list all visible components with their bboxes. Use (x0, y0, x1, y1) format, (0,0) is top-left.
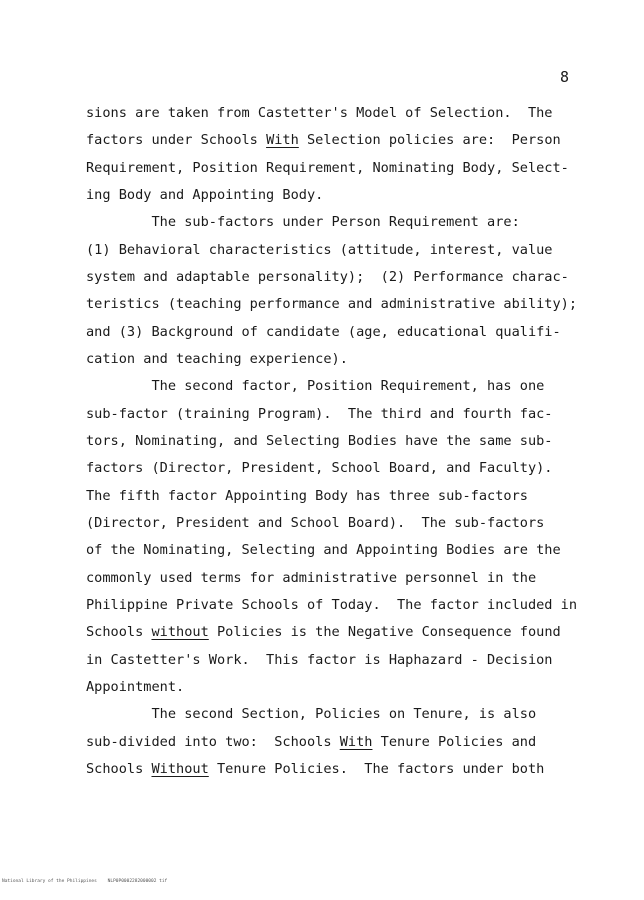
text-segment: teristics (teaching performance and administrative ability); (86, 296, 578, 313)
text-segment: Tenure Policies. The factors under both (208, 760, 545, 777)
text-line (86, 319, 606, 346)
text-line (86, 647, 606, 674)
text-segment: sub-divided into two: Schools (86, 733, 340, 750)
text-line (86, 483, 606, 510)
text-segment: Schools (86, 624, 152, 641)
text-line (86, 182, 606, 209)
text-line (86, 237, 606, 264)
text-line (86, 264, 606, 291)
text-segment: The fifth factor Appointing Body has three sub-factors (86, 487, 528, 504)
text-line (86, 510, 606, 537)
text-segment: The sub-factors under Person Requirement are: (86, 214, 520, 231)
text-line (86, 565, 606, 592)
footer-watermark: National Library of the Philippines NLP0P0002282000002 tif (2, 879, 168, 884)
text-segment: factors under Schools (86, 132, 267, 149)
underlined-word: With (339, 733, 373, 750)
text-segment: Tenure Policies and (372, 733, 537, 750)
text-segment: of the Nominating, Selecting and Appointing Bodies are the (86, 542, 561, 559)
text-segment: cation and teaching experience). (86, 350, 348, 367)
text-segment: Requirement, Position Requirement, Nominating Body, Select- (86, 159, 569, 176)
text-segment: (Director, President and School Board). The sub-factors (86, 514, 545, 531)
underlined-word: With (266, 132, 299, 149)
text-segment: Appointment. (86, 678, 185, 695)
text-line (86, 209, 606, 236)
text-segment: sions are taken from Castetter's Model of Selection. The (86, 105, 553, 121)
text-line (86, 701, 606, 728)
text-segment: (1) Behavioral characteristics (attitude, interest, value (86, 241, 553, 258)
text-line (86, 455, 606, 482)
text-segment: Selection policies are: Person (298, 132, 561, 149)
text-line (86, 619, 606, 646)
text-line (86, 674, 606, 701)
text-segment: factors (Director, President, School Board, and Faculty). (86, 460, 553, 477)
text-line (86, 756, 606, 783)
text-line (86, 592, 606, 619)
text-segment: and (3) Background of candidate (age, educational qualifi- (86, 323, 561, 340)
text-line (86, 155, 606, 182)
text-line (86, 373, 606, 400)
text-segment: in Castetter's Work. This factor is Haphazard - Decision (86, 651, 553, 668)
text-line (86, 401, 606, 428)
text-line (86, 100, 606, 127)
text-line (86, 537, 606, 564)
text-segment: The second Section, Policies on Tenure, is also (86, 706, 537, 723)
text-segment: commonly used terms for administrative personnel in the (86, 569, 537, 586)
text-line (86, 346, 606, 373)
text-segment: system and adaptable personality); (2) Performance charac- (86, 268, 569, 285)
text-line (86, 127, 606, 154)
text-line (86, 729, 606, 756)
text-segment: Policies is the Negative Consequence found (208, 624, 561, 641)
text-segment: The second factor, Position Requirement, has one (86, 378, 545, 395)
text-segment: Philippine Private Schools of Today. The factor included in (86, 596, 578, 613)
text-segment: tors, Nominating, and Selecting Bodies have the same sub- (86, 432, 553, 449)
text-segment: Schools (86, 760, 152, 777)
page-number: 8 (560, 68, 570, 86)
text-line (86, 291, 606, 318)
underlined-word: without (151, 624, 209, 641)
text-segment: sub-factor (training Program). The third and fourth fac- (86, 405, 553, 422)
underlined-word: Without (151, 760, 209, 777)
text-line (86, 428, 606, 455)
text-segment: ing Body and Appointing Body. (86, 186, 324, 203)
body-text (86, 100, 606, 783)
